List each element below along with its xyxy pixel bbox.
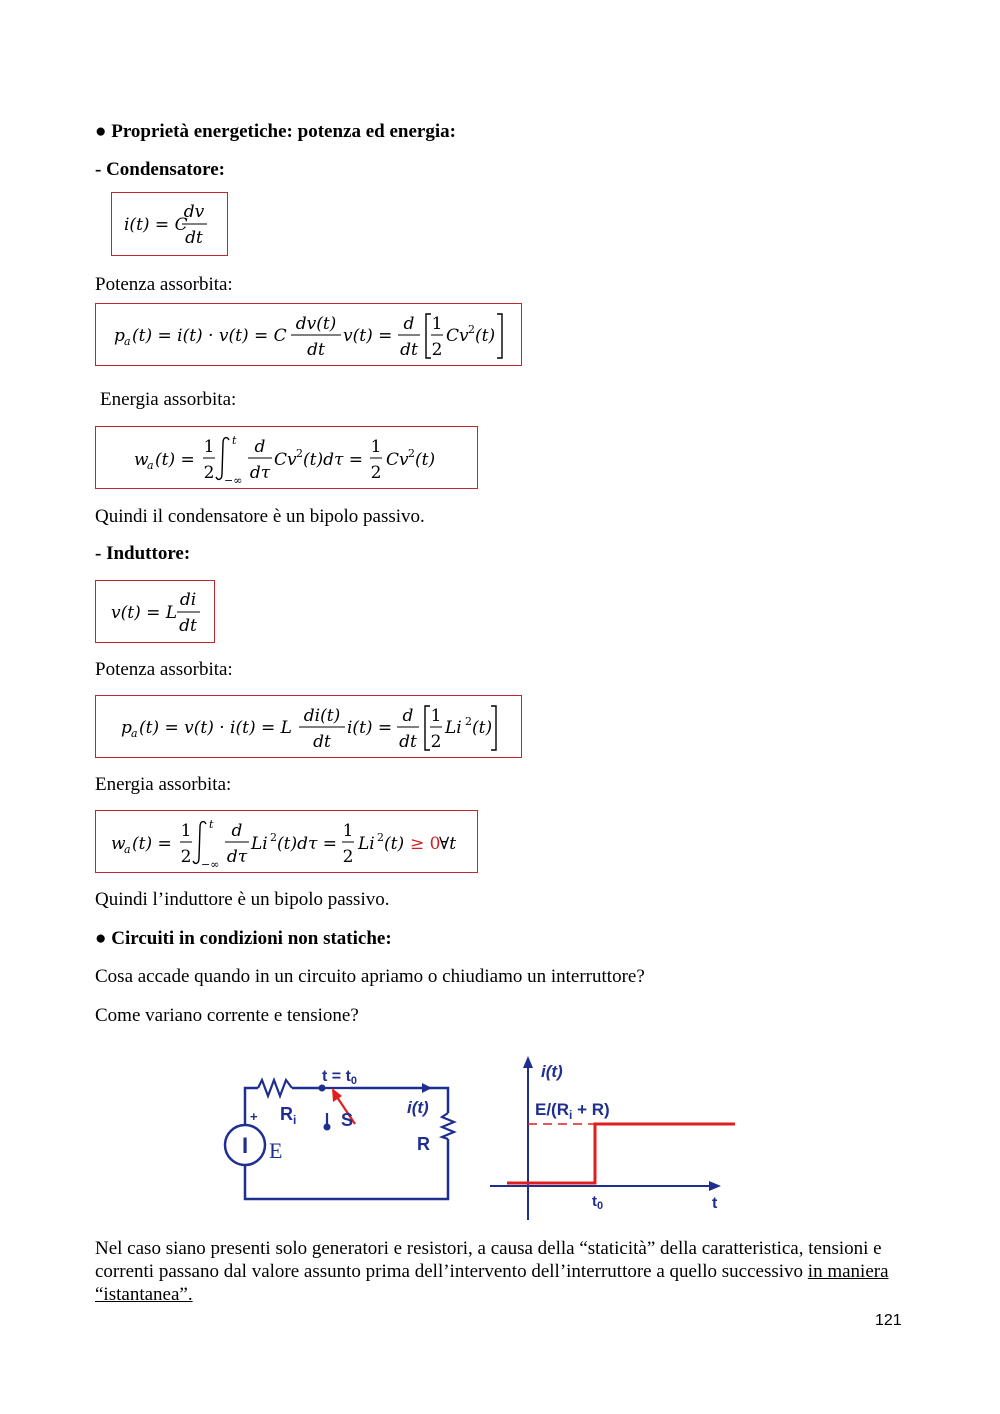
- label-power-inductor: Potenza assorbita:: [95, 659, 233, 680]
- eq-body: Cv: [274, 450, 297, 470]
- eq-w: w: [111, 834, 126, 854]
- graph-y-label: i(t): [541, 1062, 563, 1081]
- eq-p-sub: a: [124, 335, 131, 348]
- eq-frac2-num: d: [402, 706, 414, 726]
- conclusion-capacitor: Quindi il condensatore è un bipolo passivo.: [95, 506, 425, 527]
- switch-label: S: [341, 1110, 354, 1130]
- eq-num: di: [179, 590, 197, 610]
- closing-underlined: in maniera “istantanea”.: [95, 1261, 889, 1305]
- heading-inductor: - Induttore:: [95, 543, 191, 564]
- eq-mid1: (t) =: [155, 450, 195, 470]
- eq-mid1: (t) =: [132, 834, 172, 854]
- section-title-non-static: ● Circuiti in condizioni non statiche:: [95, 928, 392, 949]
- label-energy-capacitor: Energia assorbita:: [100, 389, 237, 410]
- resistor-load-symbol: [442, 1113, 454, 1139]
- eq-frac2-num: d: [403, 314, 415, 334]
- eq-res: Li: [358, 834, 375, 854]
- circuit-diagram: [210, 1055, 470, 1210]
- eq-half-num: 1: [180, 821, 192, 841]
- eq-p: p: [114, 326, 125, 346]
- equation-inductor-energy: [95, 810, 478, 873]
- eq-frac1-den: dt: [313, 732, 331, 752]
- eq-int-lower: −∞: [201, 858, 220, 871]
- eq-frac-num: d: [254, 437, 266, 457]
- eq-res-sup: 2: [377, 831, 384, 844]
- eq-frac-num: d: [231, 821, 243, 841]
- graph-level-label: $E/(R_i + R)$: [535, 1100, 610, 1122]
- eq-w: w: [134, 450, 149, 470]
- graph-x-label: t: [712, 1195, 718, 1212]
- eq-forall: ∀t: [439, 834, 457, 854]
- eq-frac1-num: dv(t): [295, 314, 337, 334]
- eq-p-sub: a: [131, 727, 138, 740]
- eq-sup: 2: [270, 831, 277, 844]
- switch-arrow-icon: [332, 1088, 342, 1102]
- eq-tail: Li: [445, 718, 462, 738]
- load-resistor-label: R: [417, 1134, 430, 1154]
- eq-w-sub: a: [147, 459, 154, 472]
- step-response-graph: [485, 1052, 745, 1224]
- eq-tail: Cv: [446, 326, 469, 346]
- eq-half2-num: 1: [370, 437, 382, 457]
- eq-half-num: 1: [431, 314, 443, 334]
- resistor-internal-label: $R_i$: [280, 1104, 297, 1127]
- equation-capacitor-power: [95, 303, 522, 366]
- eq-half2-num: 1: [342, 821, 354, 841]
- eq-mid1: (t) = v(t) · i(t) = L: [139, 718, 292, 738]
- eq-frac1-den: dt: [307, 340, 325, 360]
- heading-capacitor: - Condensatore:: [95, 159, 226, 180]
- equation-capacitor-energy: [95, 426, 478, 489]
- eq-lhs: i(t) = C: [124, 215, 188, 235]
- eq-frac2-den: dt: [400, 340, 418, 360]
- eq-p: p: [121, 718, 132, 738]
- eq-den: dt: [185, 228, 203, 248]
- eq-int-upper: t: [232, 434, 237, 447]
- eq-sup: 2: [465, 715, 472, 728]
- section-title-energy: ● Proprietà energetiche: potenza ed energia:: [95, 121, 456, 142]
- eq-frac2-den: dt: [399, 732, 417, 752]
- eq-half-den: 2: [430, 732, 442, 752]
- eq-tail2: (t): [475, 326, 496, 346]
- equation-inductor-power: [95, 695, 522, 758]
- eq-num: dv: [183, 202, 205, 222]
- plus-sign: +: [250, 1109, 258, 1124]
- eq-mid2: i(t) =: [347, 718, 393, 738]
- eq-frac-den: dτ: [226, 847, 248, 867]
- switch-time-label: t = t0: [322, 1068, 358, 1087]
- eq-half-den: 2: [203, 463, 215, 483]
- closing-paragraph: [95, 1237, 895, 1306]
- question-variation: Come variano corrente e tensione?: [95, 1005, 359, 1026]
- eq-res2: (t): [415, 450, 436, 470]
- graph-x-arrow-icon: [709, 1181, 721, 1191]
- equation-capacitor-law: [111, 192, 228, 256]
- current-label: i(t): [407, 1098, 429, 1117]
- eq-int-upper: t: [209, 818, 214, 831]
- conclusion-inductor: Quindi l’induttore è un bipolo passivo.: [95, 889, 390, 910]
- eq-frac1-num: di(t): [303, 706, 341, 726]
- source-label: E: [269, 1138, 283, 1163]
- eq-half-num: 1: [430, 706, 442, 726]
- eq-half2-den: 2: [370, 463, 382, 483]
- eq-body2: (t)dτ =: [277, 834, 338, 854]
- eq-res: Cv: [386, 450, 409, 470]
- eq-body2: (t)dτ =: [303, 450, 364, 470]
- label-power-capacitor: Potenza assorbita:: [95, 274, 233, 295]
- eq-mid2: v(t) =: [343, 326, 393, 346]
- question-switch: Cosa accade quando in un circuito apriamo o chiudiamo un interruttore?: [95, 966, 645, 987]
- eq-half-den: 2: [180, 847, 192, 867]
- step-signal: [507, 1124, 735, 1183]
- eq-w-sub: a: [124, 843, 131, 856]
- eq-half-den: 2: [431, 340, 443, 360]
- eq-sup: 2: [296, 447, 303, 460]
- eq-den: dt: [179, 616, 197, 636]
- equation-inductor-law: [95, 580, 215, 643]
- label-energy-inductor: Energia assorbita:: [95, 774, 232, 795]
- eq-half2-den: 2: [342, 847, 354, 867]
- resistor-internal-symbol: [258, 1080, 292, 1096]
- eq-res2: (t): [384, 834, 405, 854]
- eq-frac-den: dτ: [249, 463, 271, 483]
- eq-body: Li: [251, 834, 268, 854]
- closing-text: Nel caso siano presenti solo generatori e resistori, a causa della “staticità” della caratteristica, tensioni e correnti passano dal valore assunto prima dell’intervento dell’interruttore a quello successivo: [95, 1238, 882, 1282]
- eq-lhs: v(t) = L: [111, 603, 178, 623]
- eq-int-lower: −∞: [224, 474, 243, 487]
- eq-res-sup: 2: [408, 447, 415, 460]
- eq-sup: 2: [468, 323, 475, 336]
- eq-tail2: (t): [472, 718, 493, 738]
- source-symbol: I: [241, 1133, 249, 1158]
- graph-y-arrow-icon: [523, 1056, 533, 1068]
- page-number: 121: [875, 1312, 902, 1329]
- eq-mid1: (t) = i(t) · v(t) = C: [132, 326, 287, 346]
- eq-inequality: ≥ 0: [410, 834, 441, 854]
- eq-half-num: 1: [203, 437, 215, 457]
- graph-x-tick: $t_0$: [592, 1193, 604, 1212]
